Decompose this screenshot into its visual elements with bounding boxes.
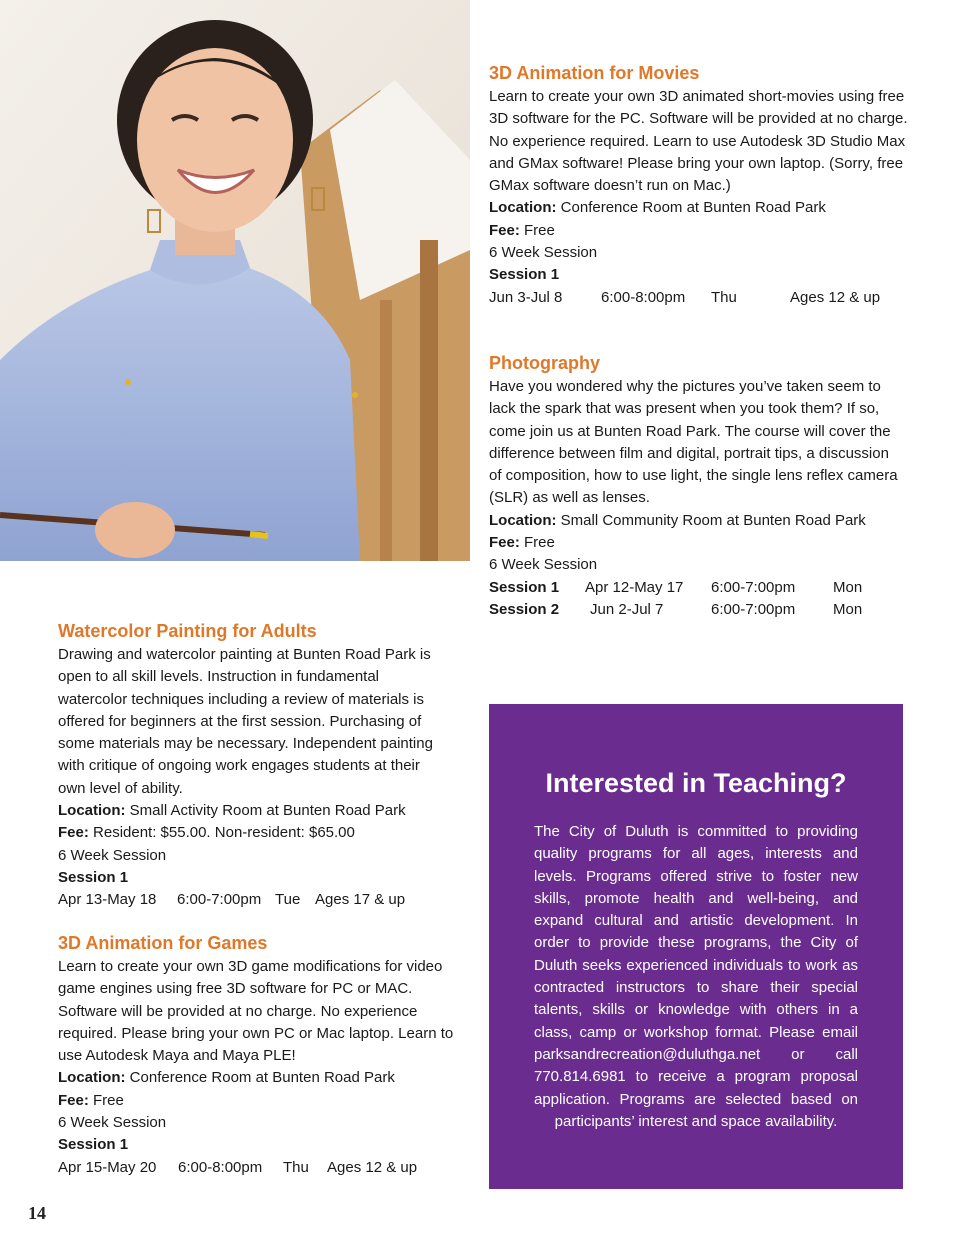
session-schedule [58,889,448,911]
location-label: Location: [489,511,557,529]
course-title: 3D Animation for Games [58,933,268,953]
session-label: Session 1 [58,1136,129,1154]
location-value: Small Activity Room at Bunten Road Park [129,802,406,820]
session-dates: Jun 2-Jul 7 [590,600,664,618]
course-3d-animation-movies [489,62,909,309]
fee-label: Fee: [58,1091,89,1109]
session-label: Session 2 [489,600,560,618]
session-schedule [58,1157,458,1179]
course-fee [489,532,905,554]
fee-label: Fee: [489,534,520,552]
location-value: Small Community Room at Bunten Road Park [560,511,866,529]
session-day: Tue [275,891,301,909]
course-description: Learn to create your own 3D animated short-movies using free 3D software for the PC. Software will be provided at no charge. No experience required. Learn to use Autodesk 3D Studio Max and GMax software! Please bring your own laptop. (Sorry, free GMax software doesn’t run on Mac.) [489,88,908,195]
session-day: Mon [833,578,863,596]
course-description: Drawing and watercolor painting at Bunten Road Park is open to all skill levels. Instruction in fundamental watercolor techniques including a review of materials is offered for beginners at the first session. Purchasing of some materials may be necessary. Independent painting with critique of ongoing work engages students at their own level of ability. [58,646,433,797]
course-title: Watercolor Painting for Adults [58,621,317,641]
artist-photo [0,0,470,561]
course-photography [489,352,905,621]
course-3d-animation-games [58,932,458,1179]
session-dates: Jun 3-Jul 8 [489,288,563,306]
session-length: 6 Week Session [489,556,598,574]
session-label: Session 1 [489,266,560,284]
session-length: 6 Week Session [58,846,167,864]
session-time: 6:00-7:00pm [177,891,262,909]
location-value: Conference Room at Bunten Road Park [129,1069,395,1087]
fee-label: Fee: [58,824,89,842]
session-label: Session 1 [58,868,129,886]
session-day: Mon [833,600,863,618]
session-ages: Ages 12 & up [790,288,881,306]
location-value: Conference Room at Bunten Road Park [560,199,826,217]
course-location [489,510,905,532]
session-length: 6 Week Session [489,244,598,262]
location-label: Location: [58,1069,126,1087]
course-watercolor-painting [58,620,448,912]
session-time: 6:00-7:00pm [711,600,796,618]
session-day: Thu [711,288,737,306]
fee-label: Fee: [489,221,520,239]
session-dates: Apr 15-May 20 [58,1158,157,1176]
fee-value: Free [93,1091,124,1109]
session-schedule [489,287,909,309]
course-location [489,197,909,219]
teaching-body: The City of Duluth is committed to providing quality programs for all ages, interests and levels. Programs offered strive to foster new skills, promote health and well-being, and expand cultural and artistic development. In order to provide these programs, the City of Duluth seeks experienced individuals to work as contracted instructors to share their special talents, skills or knowledge with others in a class, camp or workshop format. Please email parksandrecreation@duluthga.net or call 770.814.6981 to receive a program proposal application. Programs are selected based on participants’ interest and space availability. [534,823,858,1130]
teaching-callout-box [489,704,903,1189]
session-label: Session 1 [489,578,560,596]
session-ages: Ages 12 & up [327,1158,418,1176]
teaching-title: Interested in Teaching? [545,768,847,798]
fee-value: Resident: $55.00. Non-resident: $65.00 [93,824,355,842]
page-number: 14 [28,1203,46,1223]
course-fee [489,220,909,242]
session-day: Thu [283,1158,309,1176]
session-row [489,599,905,621]
course-location [58,1067,458,1089]
course-title: 3D Animation for Movies [489,63,700,83]
session-length: 6 Week Session [58,1114,167,1132]
location-label: Location: [58,802,126,820]
session-ages: Ages 17 & up [315,891,406,909]
fee-value: Free [524,534,555,552]
course-fee [58,1090,458,1112]
course-fee [58,822,448,844]
woman-painting-illustration [0,0,470,561]
course-location [58,800,448,822]
fee-value: Free [524,221,555,239]
session-dates: Apr 12-May 17 [585,578,684,596]
session-time: 6:00-7:00pm [711,578,796,596]
location-label: Location: [489,199,557,217]
session-time: 6:00-8:00pm [601,288,686,306]
course-title: Photography [489,353,600,373]
session-time: 6:00-8:00pm [178,1158,263,1176]
course-description: Learn to create your own 3D game modifications for video game engines using free 3D software for PC or MAC. Software will be provided at no charge. No experience required. Please bring your own PC or Mac laptop. Learn to use Autodesk Maya and Maya PLE! [58,958,454,1065]
session-dates: Apr 13-May 18 [58,891,157,909]
course-description: Have you wondered why the pictures you’ve taken seem to lack the spark that was present when you took them? If so, come join us at Bunten Road Park. The course will cover the difference between film and digital, portrait tips, a discussion of composition, how to use light, the single lens reflex camera (SLR) as well as lenses. [489,378,898,507]
session-row [489,577,905,599]
